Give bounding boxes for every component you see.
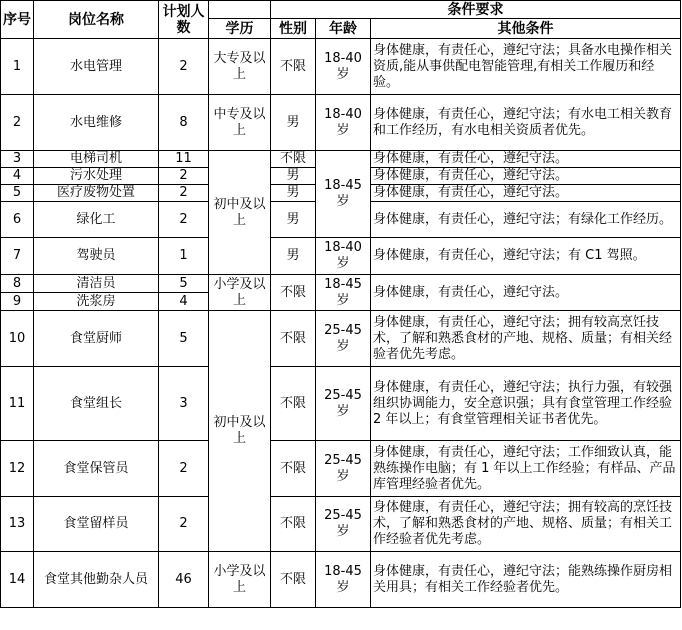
cell-gender: 不限 bbox=[271, 552, 316, 608]
cell-count: 2 bbox=[159, 441, 209, 497]
cell-edu: 中专及以上 bbox=[209, 95, 271, 151]
cell-post: 绿化工 bbox=[34, 202, 159, 238]
table-row bbox=[1, 311, 681, 367]
cell-gender: 男 bbox=[271, 238, 316, 275]
table-row bbox=[1, 151, 681, 168]
cell-count: 2 bbox=[159, 39, 209, 95]
cell-other: 身体健康，有责任心，遵纪守法。 bbox=[371, 275, 681, 311]
cell-other: 身体健康，有责任心，遵纪守法；拥有较高的烹饪技术，了解和熟悉食材的产地、规格、质量；有相关工作经验者优先考虑。 bbox=[371, 497, 681, 552]
table-row bbox=[1, 39, 681, 95]
header-blank bbox=[209, 1, 271, 19]
cell-seq: 5 bbox=[1, 185, 34, 202]
cell-other: 身体健康，有责任心，遵纪守法。 bbox=[371, 168, 681, 185]
cell-age: 18-40岁 bbox=[316, 238, 371, 275]
header-conditions: 条件要求 bbox=[271, 1, 681, 19]
cell-post: 电梯司机 bbox=[34, 151, 159, 168]
cell-post: 食堂其他勤杂人员 bbox=[34, 552, 159, 608]
cell-post: 食堂留样员 bbox=[34, 497, 159, 552]
cell-edu: 小学及以上 bbox=[209, 275, 271, 311]
cell-gender: 不限 bbox=[271, 275, 316, 311]
cell-gender: 不限 bbox=[271, 441, 316, 497]
table-row bbox=[1, 238, 681, 275]
cell-count: 5 bbox=[159, 275, 209, 293]
cell-other: 身体健康，有责任心，遵纪守法；有绿化工作经历。 bbox=[371, 202, 681, 238]
table-row bbox=[1, 367, 681, 441]
cell-other: 身体健康，有责任心，遵纪守法。 bbox=[371, 151, 681, 168]
header-row-1 bbox=[1, 1, 681, 19]
cell-seq: 2 bbox=[1, 95, 34, 151]
cell-count: 4 bbox=[159, 293, 209, 311]
cell-seq: 12 bbox=[1, 441, 34, 497]
cell-other: 身体健康，有责任心，遵纪守法。 bbox=[371, 185, 681, 202]
cell-count: 1 bbox=[159, 238, 209, 275]
table-row bbox=[1, 275, 681, 293]
cell-count: 2 bbox=[159, 202, 209, 238]
cell-edu: 初中及以上 bbox=[209, 151, 271, 275]
cell-age: 18-45岁 bbox=[316, 275, 371, 311]
cell-post: 驾驶员 bbox=[34, 238, 159, 275]
cell-age: 25-45岁 bbox=[316, 367, 371, 441]
cell-seq: 8 bbox=[1, 275, 34, 293]
cell-seq: 13 bbox=[1, 497, 34, 552]
cell-post: 食堂保管员 bbox=[34, 441, 159, 497]
cell-count: 2 bbox=[159, 497, 209, 552]
header-seq: 序号 bbox=[1, 1, 34, 39]
cell-gender: 不限 bbox=[271, 367, 316, 441]
cell-other: 身体健康，有责任心，遵纪守法；有 C1 驾照。 bbox=[371, 238, 681, 275]
cell-age: 25-45岁 bbox=[316, 311, 371, 367]
cell-seq: 1 bbox=[1, 39, 34, 95]
cell-edu: 大专及以上 bbox=[209, 39, 271, 95]
table-row bbox=[1, 497, 681, 552]
cell-edu: 小学及以上 bbox=[209, 552, 271, 608]
cell-other: 身体健康，有责任心，遵纪守法；拥有较高烹饪技术，了解和熟悉食材的产地、规格、质量；有相关经验者优先考虑。 bbox=[371, 311, 681, 367]
cell-post: 污水处理 bbox=[34, 168, 159, 185]
cell-age: 25-45岁 bbox=[316, 441, 371, 497]
header-edu: 学历 bbox=[209, 19, 271, 39]
cell-seq: 6 bbox=[1, 202, 34, 238]
cell-count: 2 bbox=[159, 185, 209, 202]
table-row bbox=[1, 552, 681, 608]
table-row bbox=[1, 441, 681, 497]
cell-seq: 4 bbox=[1, 168, 34, 185]
cell-count: 5 bbox=[159, 311, 209, 367]
cell-count: 46 bbox=[159, 552, 209, 608]
header-other: 其他条件 bbox=[371, 19, 681, 39]
header-gender: 性别 bbox=[271, 19, 316, 39]
header-plan: 计划人数 bbox=[159, 1, 209, 39]
cell-other: 身体健康，有责任心，遵纪守法；能熟练操作厨房相关用具；有相关工作经验者优先。 bbox=[371, 552, 681, 608]
cell-seq: 11 bbox=[1, 367, 34, 441]
cell-age: 18-45岁 bbox=[316, 151, 371, 238]
cell-gender: 男 bbox=[271, 185, 316, 202]
cell-other: 身体健康，有责任心，遵纪守法；工作细致认真，能熟练操作电脑；有 1 年以上工作经验；有样品、产品库管理经验者优先。 bbox=[371, 441, 681, 497]
cell-post: 洗浆房 bbox=[34, 293, 159, 311]
table-row bbox=[1, 95, 681, 151]
cell-other: 身体健康，有责任心，遵纪守法；有水电工相关教育和工作经历，有水电相关资质者优先。 bbox=[371, 95, 681, 151]
cell-edu: 初中及以上 bbox=[209, 311, 271, 552]
cell-count: 3 bbox=[159, 367, 209, 441]
cell-age: 25-45岁 bbox=[316, 497, 371, 552]
cell-post: 清洁员 bbox=[34, 275, 159, 293]
cell-gender: 男 bbox=[271, 202, 316, 238]
cell-post: 水电维修 bbox=[34, 95, 159, 151]
cell-other: 身体健康，有责任心，遵纪守法；具备水电操作相关资质,能从事供配电智能管理,有相关工作履历和经验。 bbox=[371, 39, 681, 95]
cell-seq: 7 bbox=[1, 238, 34, 275]
cell-seq: 10 bbox=[1, 311, 34, 367]
cell-seq: 3 bbox=[1, 151, 34, 168]
cell-gender: 男 bbox=[271, 95, 316, 151]
cell-age: 18-40岁 bbox=[316, 39, 371, 95]
cell-gender: 不限 bbox=[271, 39, 316, 95]
cell-gender: 不限 bbox=[271, 151, 316, 168]
cell-count: 2 bbox=[159, 168, 209, 185]
cell-post: 食堂组长 bbox=[34, 367, 159, 441]
cell-age: 18-40岁 bbox=[316, 95, 371, 151]
cell-age: 18-45岁 bbox=[316, 552, 371, 608]
cell-post: 医疗废物处置 bbox=[34, 185, 159, 202]
cell-count: 8 bbox=[159, 95, 209, 151]
cell-gender: 不限 bbox=[271, 311, 316, 367]
cell-post: 水电管理 bbox=[34, 39, 159, 95]
header-post: 岗位名称 bbox=[34, 1, 159, 39]
cell-seq: 9 bbox=[1, 293, 34, 311]
cell-gender: 不限 bbox=[271, 497, 316, 552]
cell-other: 身体健康，有责任心，遵纪守法；执行力强，有较强组织协调能力，安全意识强；具有食堂管理工作经验 2 年以上；有食堂管理相关证书者优先。 bbox=[371, 367, 681, 441]
cell-post: 食堂厨师 bbox=[34, 311, 159, 367]
header-age: 年龄 bbox=[316, 19, 371, 39]
cell-seq: 14 bbox=[1, 552, 34, 608]
cell-count: 11 bbox=[159, 151, 209, 168]
cell-gender: 男 bbox=[271, 168, 316, 185]
